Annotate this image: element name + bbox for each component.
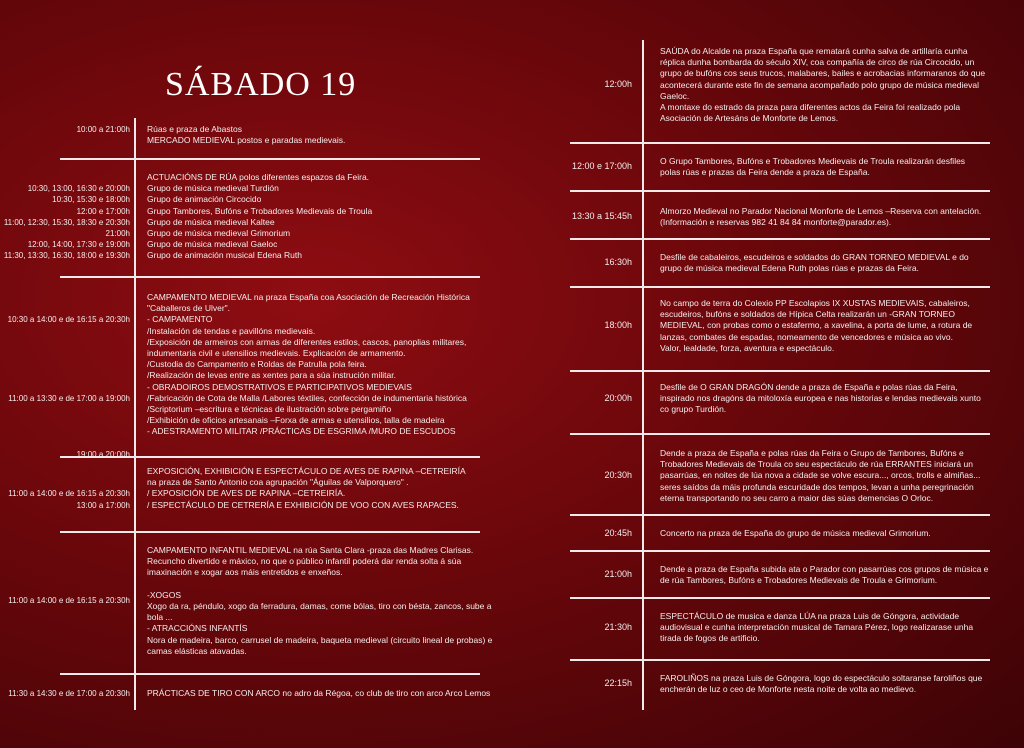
row-separator [570, 433, 990, 435]
event-description [660, 528, 990, 539]
event-line: /Fabricación de Cota de Malla /Labores téxtiles, confección de indumentaria histórica [147, 392, 467, 403]
event-line: ACTUACIÓNS DE RÚA polos diferentes espazos da Feira. [147, 172, 370, 182]
event-line: (Información e reservas 982 41 84 84 monforte@parador.es). [660, 217, 892, 228]
time-label: 12:00 e 17:00h [76, 206, 130, 216]
event-description [660, 611, 990, 645]
event-line: Grupo de animación musical Edena Ruth [147, 250, 302, 261]
time-label: 11:00 a 14:00 e de 16:15 a 20:30h [8, 489, 130, 499]
event-line: Recuncho divertido e máxico, no que o público infantil poderá dar renda solta á súa [147, 556, 462, 567]
row-separator [570, 550, 990, 552]
time-label: 12:00h [604, 79, 632, 90]
event-line: Desfile de cabaleiros, escudeiros e soldados do GRAN TORNEO MEDIEVAL e do [660, 252, 969, 262]
event-line: - OBRADOIROS DEMOSTRATIVOS E PARTICIPATIVOS MEDIEVAIS [147, 381, 412, 392]
event-line: MEDIEVAL, con probas como o estafermo, a xavelina, a porta de lume, a rotura de [660, 320, 973, 331]
event-line: Grupo Tambores, Bufóns e Trobadores Medievais de Troula [147, 205, 373, 216]
event-description [147, 688, 491, 699]
time-label: 11:30, 13:30, 16:30, 18:00 e 19:30h [3, 251, 130, 261]
time-label: 13:00 a 17:00h [76, 500, 130, 510]
event-line: - ATRACCIÓNS INFANTÍS [147, 623, 248, 634]
row-separator [60, 158, 480, 160]
time-label: 21:30h [604, 621, 632, 632]
time-label: 11:00, 12:30, 15:30, 18:30 e 20:30h [3, 217, 130, 227]
event-line: Dende a praza de España subida ata o Parador con pasarrúas cos grupos de música e [660, 564, 989, 574]
event-line: - ADESTRAMENTO MILITAR /PRÁCTICAS DE ESGRIMA /MURO DE ESCUDOS [147, 426, 456, 437]
event-line: Concerto na praza de España do grupo de música medieval Grimorium. [660, 528, 931, 538]
event-description [660, 564, 990, 586]
event-description [660, 156, 990, 178]
event-line: eterna transportando no seu carro a maior das súas demencias O Orloc. [660, 492, 934, 503]
time-label: 10:30, 15:30 e 18:00h [52, 195, 130, 205]
time-label: 20:00h [604, 392, 632, 403]
event-line: / EXPOSICIÓN DE AVES DE RAPINA –CETREIRÍA. [147, 488, 346, 499]
time-label: 21:00h [604, 569, 632, 580]
right-divider-line [642, 40, 644, 710]
event-line: /Scriptorium –escritura e técnicas de ilustración sobre pergamiño [147, 404, 392, 415]
event-line: imaxinación e xogar aos máis entretidos e enxeños. [147, 567, 343, 578]
event-line: - CAMPAMENTO [147, 314, 213, 325]
row-separator [570, 597, 990, 599]
event-line: de rúa Tambores, Bufóns e Trobadores Medievais de Troula e Grimorium. [660, 575, 938, 586]
row-separator [570, 238, 990, 240]
event-line: / ESPECTÁCULO DE CETRERÍA E EXHIBICIÓN DE VOO CON AVES RAPACES. [147, 499, 459, 510]
event-line: pasarrúas, en noites de lúa nova a cidade se volve escura..., orcos, trolls e almiñas... [660, 470, 981, 481]
event-line: Dende a praza de España e polas rúas da Feira o Grupo de Tambores, Bufóns e [660, 448, 964, 458]
event-line: Grupo de música medieval Grimorium [147, 228, 291, 239]
event-line: O Grupo Tambores, Bufóns e Trobadores Medievais de Troula realizarán desfiles [660, 156, 966, 166]
event-line: EXPOSICIÓN, EXHIBICIÓN E ESPECTÁCULO DE AVES DE RAPINA –CETREIRÍA [147, 466, 466, 476]
event-line [147, 579, 482, 590]
event-description [660, 448, 990, 504]
event-description [147, 545, 493, 657]
event-line: SAÚDA do Alcalde na praza España que rematará cunha salva de artillaría cunha [660, 46, 968, 56]
time-label: 22:15h [604, 678, 632, 689]
row-separator [60, 276, 480, 278]
event-line: Grupo de animación Circocido [147, 194, 262, 205]
event-description [147, 172, 482, 262]
event-line: CAMPAMENTO MEDIEVAL na praza España coa Asociación de Recreación Histórica [147, 292, 470, 302]
time-label: 12:00, 14:00, 17:30 e 19:00h [27, 240, 130, 250]
time-label: 20:30h [604, 470, 632, 480]
event-line: seres saídos da máis profunda escuridade dos tempos, levan a unha peregrinación [660, 481, 974, 492]
event-line: No campo de terra do Colexio PP Escolapios IX XUSTAS MEDIEVAIS, cabaleiros, [660, 298, 970, 308]
event-line: Grupo de música medieval Gaeloc [147, 239, 278, 250]
event-description [147, 292, 482, 438]
event-line: Rúas e praza de Abastos [147, 124, 242, 134]
event-line: Gaeloc. [660, 90, 690, 101]
event-line: /Exposición de armeiros con armas de diferentes estilos, cascos, panoplias militares, [147, 336, 467, 347]
row-separator [570, 370, 990, 372]
event-line: acontecerá durante este fin de semana acompañado polo grupo de música medieval [660, 79, 979, 90]
event-line: polas rúas e prazas da Feira dende a praza de España. [660, 167, 870, 178]
time-label: 18:00h [604, 320, 632, 330]
event-line: /Instalación de tendas e pavillóns medievais. [147, 325, 316, 336]
event-line: MERCADO MEDIEVAL postos e paradas medievais. [147, 135, 346, 146]
time-label: 19:00 a 20:00h [76, 449, 130, 459]
event-line: Grupo de música medieval Turdión [147, 183, 279, 194]
event-line: na praza de Santo Antonio coa agrupación "Águilas de Valporquero" . [147, 477, 409, 488]
event-line: /Realización de levas entre as xentes para a súa instrución militar. [147, 370, 396, 381]
time-label: 20:45h [604, 527, 632, 538]
time-label: 13:30 a 15:45h [571, 211, 632, 222]
event-line: /Exhibición de oficios artesanais –Forxa de armas e utensilios, talla de madeira [147, 415, 445, 426]
event-line: grupo de bufóns cos seus trucos, malabares, bailes e acrobacias informaranos do que [660, 68, 986, 79]
time-label: 12:00 e 17:00h [571, 161, 632, 172]
event-line: "Caballeros de Ulver". [147, 303, 231, 314]
row-separator [570, 659, 990, 661]
event-line: Almorzo Medieval no Parador Nacional Monforte de Lemos –Reserva con antelación. [660, 206, 982, 216]
event-line: encherán de luz o ceo de Monforte nesta noite de volta ao medievo. [660, 684, 917, 695]
event-line: Grupo de música medieval Kaltee [147, 216, 275, 227]
time-label: 10:00 a 21:00h [76, 125, 130, 134]
event-line: Desfile de O GRAN DRAGÓN dende a praza de España e polas rúas da Feira, [660, 382, 958, 392]
row-separator [60, 673, 480, 675]
event-line: tirada de fogos de artificio. [660, 633, 760, 644]
row-separator [570, 190, 990, 192]
event-line: grupo de música medieval Edena Ruth polas rúas e prazas da Feira. [660, 263, 919, 274]
row-separator [570, 142, 990, 144]
time-label: 11:00 a 14:00 e de 16:15 a 20:30h [8, 596, 130, 605]
event-line: bola ... [147, 612, 173, 623]
event-line: CAMPAMENTO INFANTIL MEDIEVAL na rúa Santa Clara -praza das Madres Clarisas. [147, 545, 474, 555]
time-label: 11:00 a 13:30 e de 17:00 a 19:00h [8, 393, 130, 403]
event-line: lanzas, combates de espadas, nomeamento de vencedores e música ao vivo. [660, 331, 953, 342]
event-description [660, 252, 990, 274]
event-line: indumentaria civil e utensilios medievais. Explicación de armamento. [147, 348, 406, 359]
event-description [660, 46, 990, 124]
time-label: 10:30, 13:00, 16:30 e 20:00h [27, 184, 130, 194]
event-line: inspirado nos dragóns da mitoloxía europea e nas historias e lendas medievais xunto [660, 393, 981, 404]
event-line: co grupo Turdión. [660, 404, 727, 415]
event-line: FAROLIÑOS na praza Luis de Góngora, logo do espectáculo soltaranse faroliños que [660, 673, 983, 683]
event-line: camas elásticas atavadas. [147, 645, 247, 656]
time-label: 11:30 a 14:30 e de 17:00 a 20:30h [8, 689, 130, 698]
event-line: PRÁCTICAS DE TIRO CON ARCO no adro da Régoa, co club de tiro con arco Arco Lemos [147, 688, 491, 698]
event-line: Nora de madeira, barco, carrusel de madeira, baqueta medieval (circuito lineal de probas) e [147, 634, 493, 645]
event-line: /Custodia do Campamento e Roldas de Patrulla pola feira. [147, 359, 367, 370]
event-line: ESPECTÁCULO de musica e danza LÚA na praza Luis de Góngora, actividade [660, 611, 960, 621]
time-label: 21:00h [105, 229, 130, 238]
event-line: réplica dunha bombarda do século XIV, coa compañía de circo de rúa Circocido, un [660, 57, 975, 68]
event-description [660, 206, 990, 228]
event-description [660, 382, 990, 416]
event-line: audiovisual e cunha interpretación musical de Tamara Pérez, logo realizarase unha [660, 622, 974, 633]
row-separator [570, 514, 990, 516]
event-description [147, 466, 482, 511]
event-line: -XOGOS [147, 589, 182, 600]
event-line: Xogo da ra, péndulo, xogo da ferradura, damas, come bólas, tiro con bésta, zancos, sube a [147, 601, 492, 612]
row-separator [60, 531, 480, 533]
event-line: A montaxe do estrado da praza para diferentes actos da Feira foi realizado pola [660, 102, 961, 113]
event-description [660, 298, 990, 354]
time-label: 10:30 a 14:00 e de 16:15 a 20:30h [7, 315, 130, 325]
left-divider-line [134, 118, 136, 710]
event-line: escudeiros, bufóns e soldados de Hípica Celta realizarán un -GRAN TORNEO [660, 309, 955, 320]
row-separator [570, 286, 990, 288]
event-line: Valor, lealdade, forza, aventura e espectáculo. [660, 342, 835, 353]
event-line: Asociación de Artesáns de Monforte de Lemos. [660, 113, 839, 124]
time-label: 16:30h [604, 257, 632, 268]
event-description [147, 124, 482, 146]
event-description [660, 673, 990, 695]
page-title: SÁBADO 19 [165, 66, 357, 103]
event-line: Trobadores Medievais de Troula co seu espectáculo de rúa ERRANTES iniciará un [660, 459, 973, 470]
